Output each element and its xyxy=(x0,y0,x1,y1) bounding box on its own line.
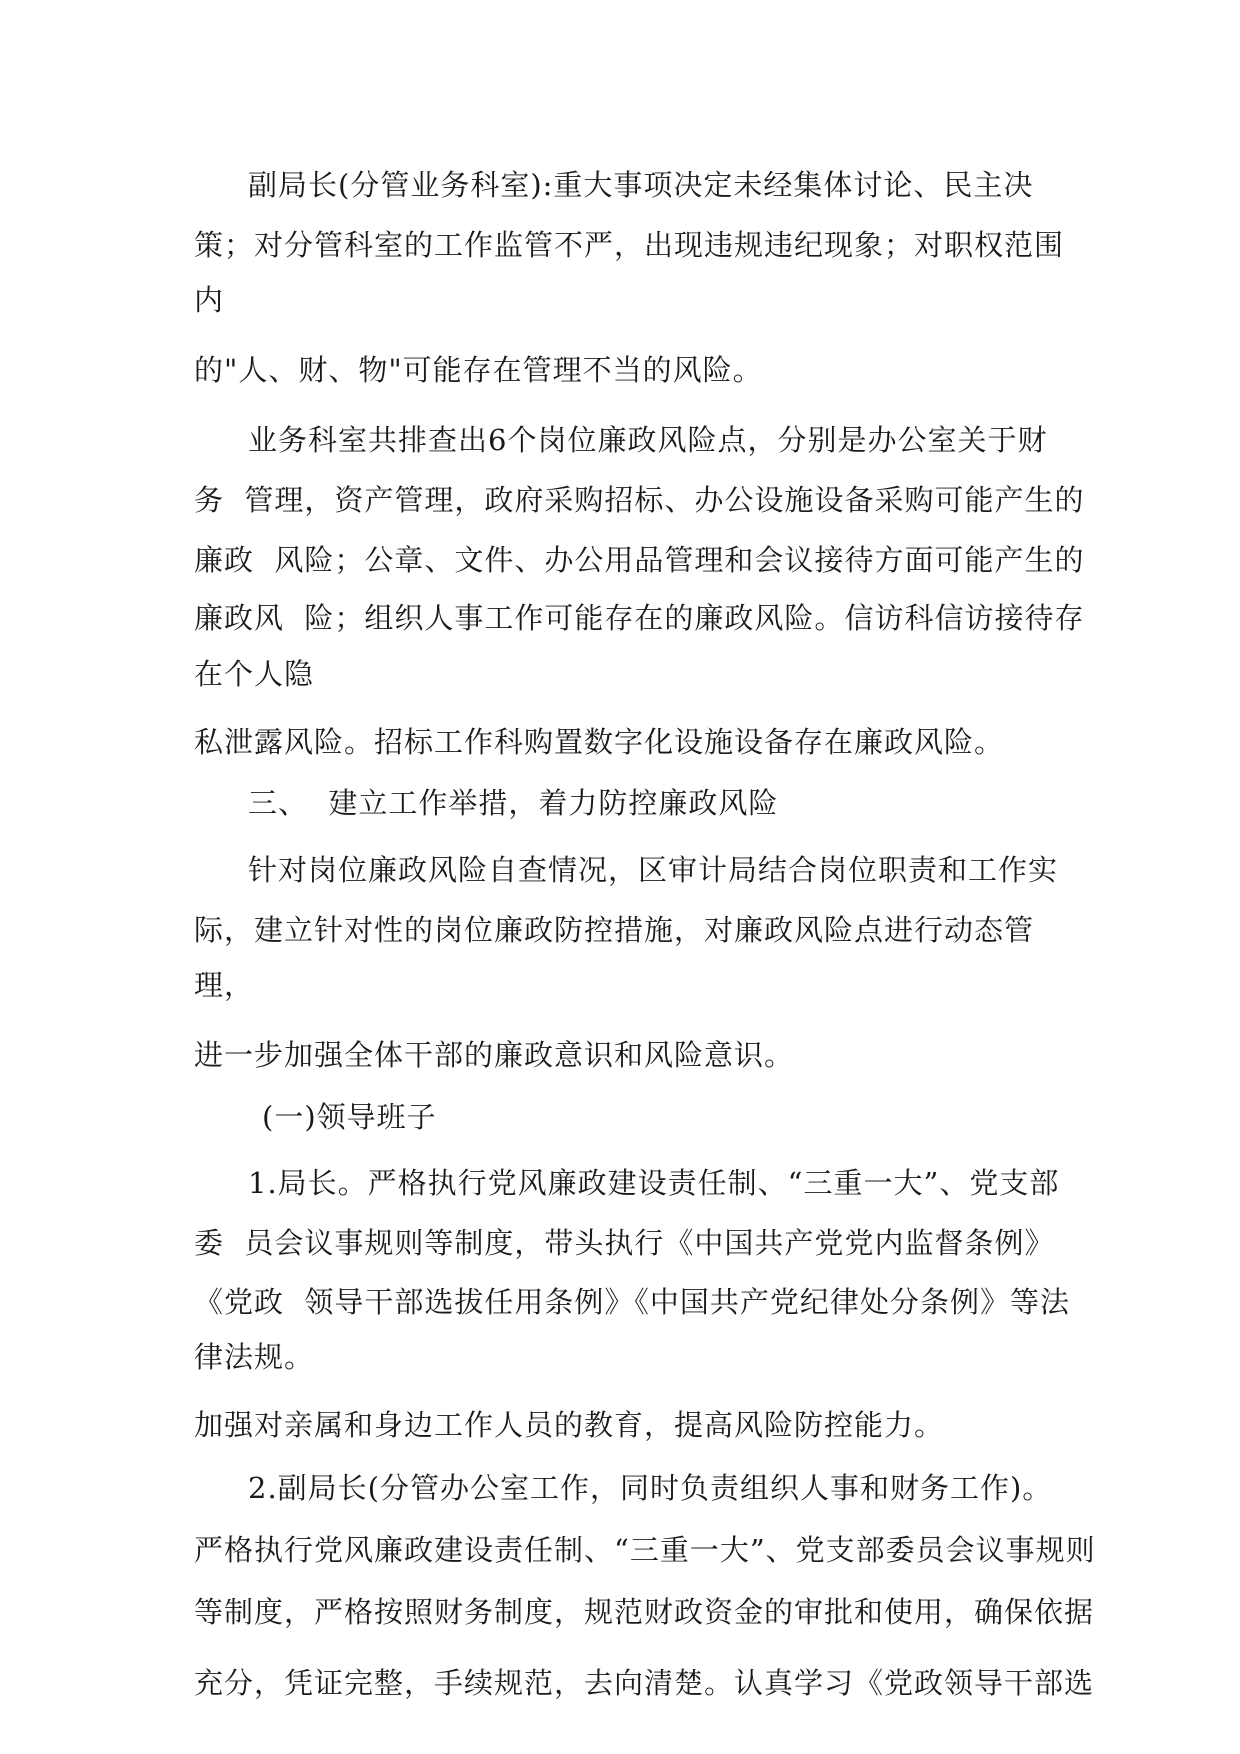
text-line: 针对岗位廉政风险自查情况，区审计局结合岗位职责和工作实 xyxy=(248,853,1059,887)
text-line: 加强对亲属和身边工作人员的教育，提高风险防控能力。 xyxy=(194,1408,945,1442)
text-line: 业务科室共排查出6个岗位廉政风险点，分别是办公室关于财 xyxy=(248,423,1048,457)
text-line: 律法规。 xyxy=(194,1340,315,1374)
text-line: 在个人隐 xyxy=(194,657,315,691)
text-line: 的"人、财、物"可能存在管理不当的风险。 xyxy=(194,353,763,387)
text-line: 廉政风 险；组织人事工作可能存在的廉政风险。信访科信访接待存 xyxy=(194,601,1085,635)
text-line: 私泄露风险。招标工作科购置数字化设施设备存在廉政风险。 xyxy=(194,725,1005,759)
text-line: 内 xyxy=(194,283,225,317)
text-line: 2.副局长(分管办公室工作，同时负责组织人事和财务工作)。 xyxy=(248,1471,1053,1505)
text-line: 充分，凭证完整，手续规范，去向清楚。认真学习《党政领导干部选 xyxy=(194,1666,1095,1700)
text-line: 等制度，严格按照财务制度，规范财政资金的审批和使用，确保依据 xyxy=(194,1595,1095,1629)
text-line: 际，建立针对性的岗位廉政防控措施，对廉政风险点进行动态管 xyxy=(194,913,1035,947)
text-line: 委 员会议事规则等制度，带头执行《中国共产党党内监督条例》 xyxy=(194,1226,1055,1260)
section-heading: 三、 建立工作举措，着力防控廉政风险 xyxy=(248,786,779,820)
text-line: 1.局长。严格执行党风廉政建设责任制、“三重一大”、党支部 xyxy=(248,1166,1060,1200)
text-line: 严格执行党风廉政建设责任制、“三重一大”、党支部委员会议事规则 xyxy=(194,1533,1096,1567)
text-line: 进一步加强全体干部的廉政意识和风险意识。 xyxy=(194,1038,795,1072)
text-line: 《党政 领导干部选拔任用条例》《中国共产党纪律处分条例》等法 xyxy=(194,1285,1070,1319)
text-line: 务 管理，资产管理，政府采购招标、办公设施设备采购可能产生的 xyxy=(194,483,1085,517)
text-line: 理， xyxy=(194,968,255,1002)
text-line: 策；对分管科室的工作监管不严，出现违规违纪现象；对职权范围 xyxy=(194,228,1065,262)
subsection-heading: (一)领导班子 xyxy=(262,1100,437,1134)
text-line: 副局长(分管业务科室):重大事项决定未经集体讨论、民主决 xyxy=(248,168,1034,202)
text-line: 廉政 风险；公章、文件、办公用品管理和会议接待方面可能产生的 xyxy=(194,543,1085,577)
